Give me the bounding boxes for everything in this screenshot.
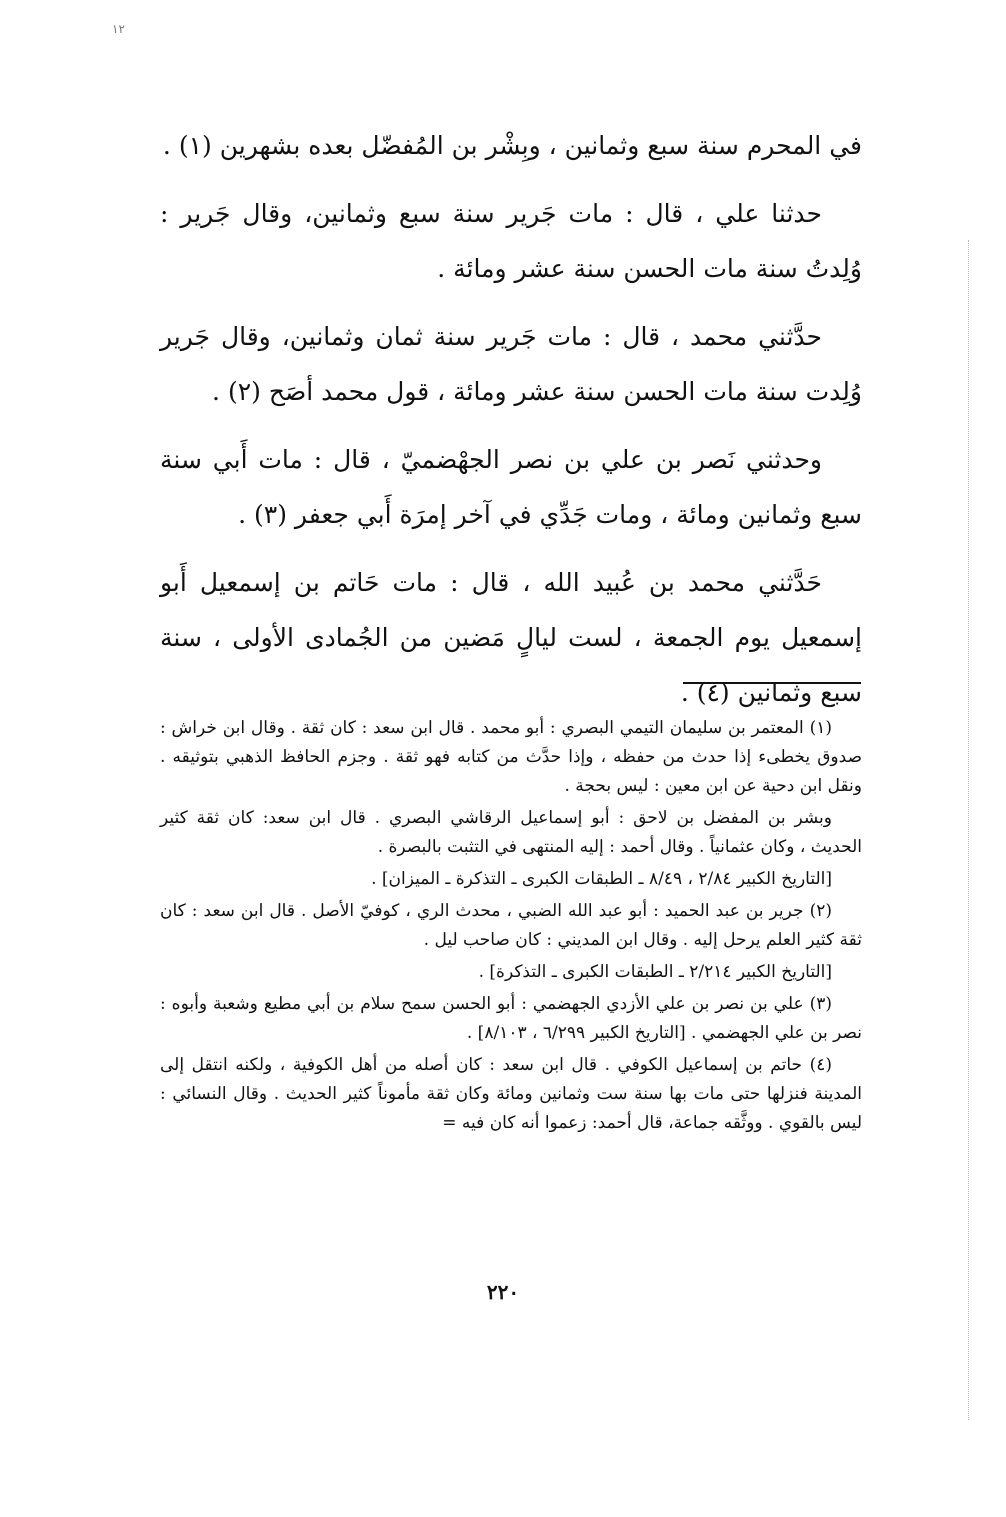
main-paragraph-1: في المحرم سنة سبع وثمانين ، وبِشْر بن المُفضّل بعده بشهرين (١) . — [162, 131, 862, 160]
main-paragraph-3: حدَّثني محمد ، قال : مات جَرير سنة ثمان وثمانين، وقال جَرير وُلِدت سنة مات الحسن سنة عشر ومائة ، قول محمد أصَح (٢) . — [160, 322, 862, 406]
footnote-1-continued: وبشر بن المفضل بن لاحق : أبو إسماعيل الرقاشي البصري . قال ابن سعد: كان ثقة كثير الحديث ، وكان عثمانياً . وقال أحمد : إليه المنتهى في التثبت بالبصرة . — [160, 808, 862, 857]
main-paragraph-2: حدثنا علي ، قال : مات جَرير سنة سبع وثمانين، وقال جَرير : وُلِدتُ سنة مات الحسن سنة عشر ومائة . — [160, 199, 862, 283]
footnotes — [160, 714, 862, 1141]
footnote-separator — [683, 682, 861, 684]
footnote-1-references: [التاريخ الكبير ٢/٨٤ ، ٨/٤٩ ـ الطبقات الكبرى ـ التذكرة ـ الميزان] . — [371, 869, 832, 889]
footnote-2-references: [التاريخ الكبير ٢/٢١٤ ـ الطبقات الكبرى ـ التذكرة] . — [478, 962, 832, 982]
footnote-3: (٣) علي بن نصر بن علي الأزدي الجهضمي : أبو الحسن سمح سلام بن أبي مطيع وشعبة وأبوه : نصر بن علي الجهضمي . [التاريخ الكبير ٦/٢٩٩ ، ٨/١٠٣] . — [160, 994, 862, 1043]
page-number: ٢٢٠ — [486, 1280, 520, 1304]
main-text — [160, 118, 862, 733]
main-paragraph-5: حَدَّثني محمد بن عُبيد الله ، قال : مات حَاتم بن إسمعيل أَبو إسمعيل يوم الجمعة ، لست ليالٍ مَضين من الجُمادى الأولى ، سنة سبع وثمانين (٤) . — [160, 568, 862, 707]
main-paragraph-4: وحدثني نَصر بن علي بن نصر الجهْضميّ ، قال : مات أَبي سنة سبع وثمانين ومائة ، ومات جَدِّي في آخر إمرَة أَبي جعفر (٣) . — [160, 445, 862, 529]
footnote-2: (٢) جرير بن عبد الحميد : أبو عبد الله الضبي ، محدث الري ، كوفيّ الأصل . قال ابن سعد : كان ثقة كثير العلم يرحل إليه . وقال ابن المديني : كان صاحب ليل . — [160, 901, 862, 950]
footnote-1: (١) المعتمر بن سليمان التيمي البصري : أبو محمد . قال ابن سعد : كان ثقة . وقال ابن خراش : صدوق يخطىء إذا حدث من حفظه ، وإذا حدَّث من كتابه فهو ثقة . وجزم الحافظ الذهبي بتوثيقه . ونقل ابن دحية عن ابن معين : ليس بحجة . — [160, 718, 862, 796]
footnote-4: (٤) حاتم بن إسماعيل الكوفي . قال ابن سعد : كان أصله من أهل الكوفية ، ولكنه انتقل إلى المدينة فنزلها حتى مات بها سنة ست وثمانين ومائة وكان ثقة مأموناً كثير الحديث . وقال النسائي : ليس بالقوي . ووثَّقه جماعة، قال أحمد: زعموا أنه كان فيه = — [160, 1055, 862, 1133]
corner-mark: ١٢ — [112, 22, 125, 36]
scan-edge-line — [968, 240, 969, 1420]
